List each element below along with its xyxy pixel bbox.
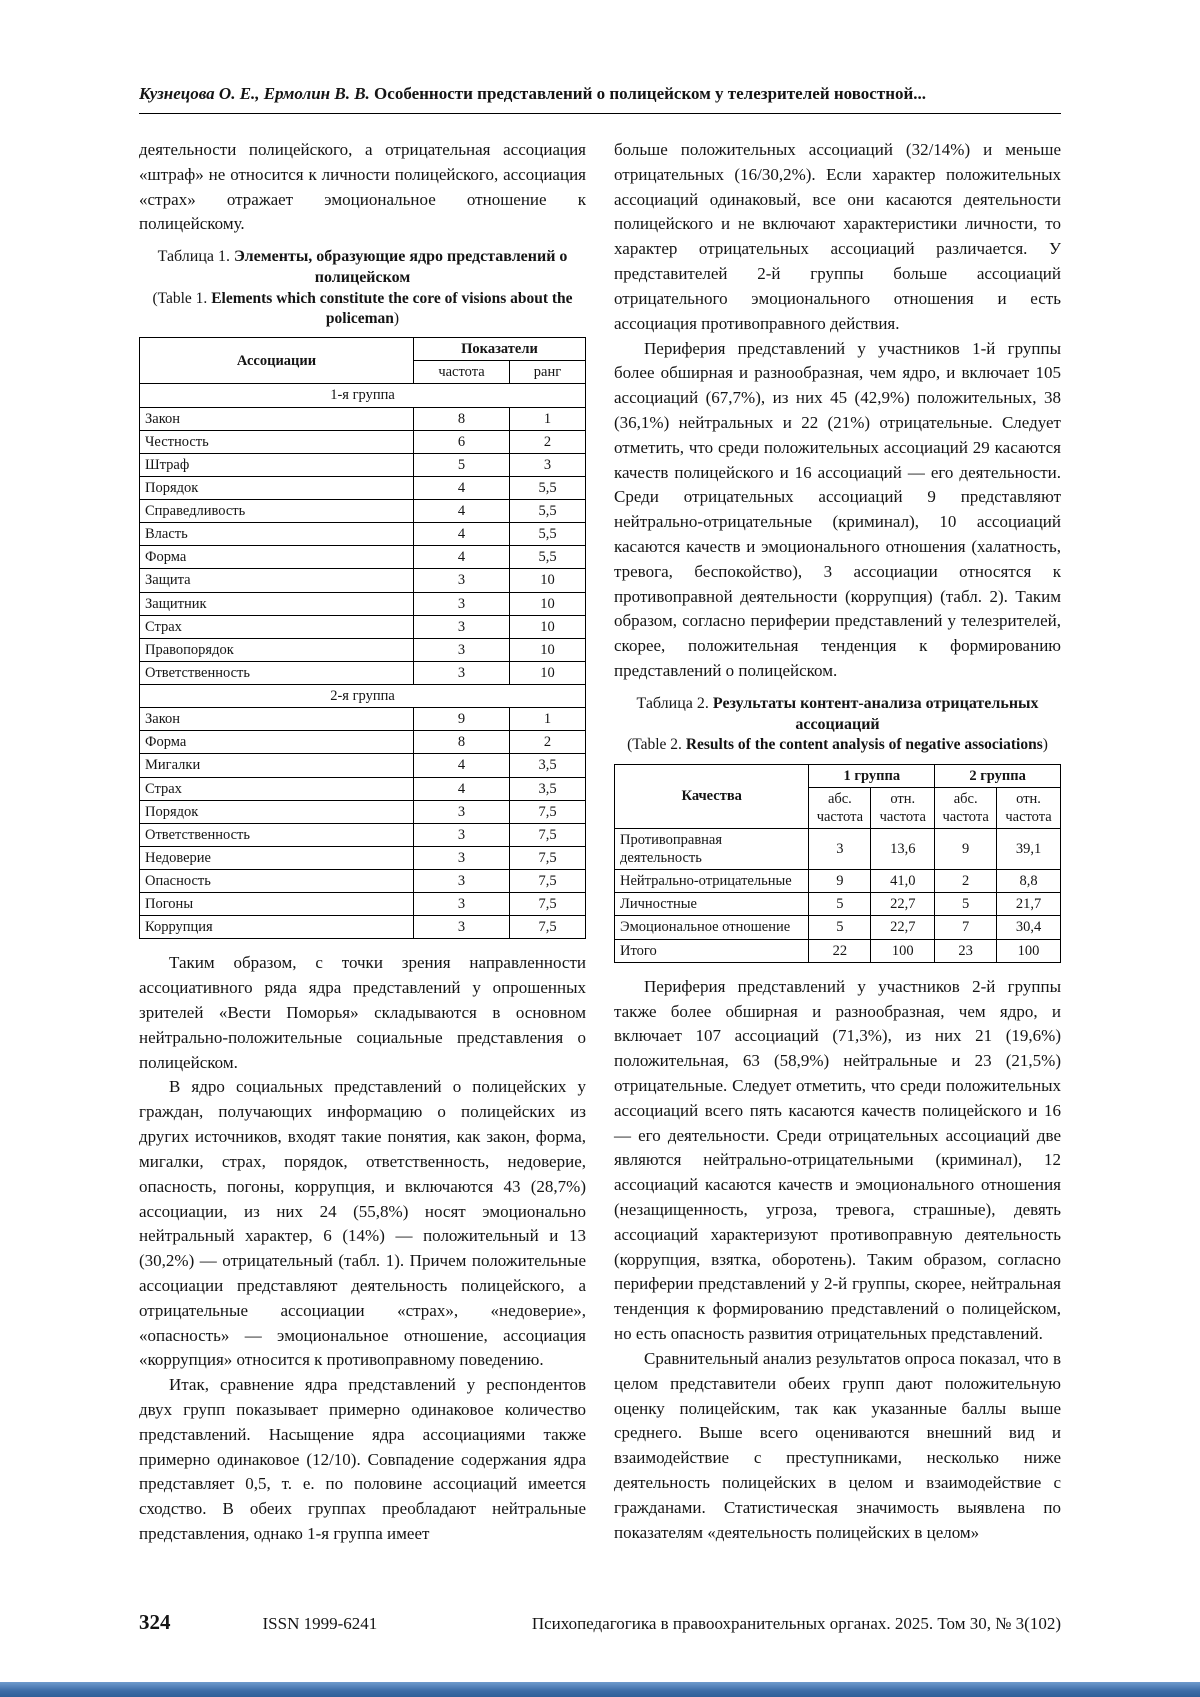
value-cell: 22,7 [871,916,935,939]
table-row [140,916,586,939]
journal-title: Психопедагогика в правоохранительных органах. 2025. Том 30, № 3(102) [531,1614,1061,1633]
table-row [140,546,586,569]
value-cell: 3 [414,615,510,638]
value-cell: 4 [414,523,510,546]
group-label-row [140,685,586,708]
col-header-rel-freq-1: отн. частота [871,787,935,828]
group-label-row [140,384,586,407]
value-cell: 7,5 [510,870,586,893]
table-row [140,893,586,916]
table-header-row [615,764,1061,787]
row-label-cell: Правопорядок [140,638,414,661]
group1-label: 1-я группа [140,384,586,407]
value-cell: 3 [414,569,510,592]
value-cell: 7,5 [510,800,586,823]
col-header-frequency: частота [414,361,510,384]
value-cell: 3 [414,823,510,846]
table-row [140,615,586,638]
value-cell: 3 [414,661,510,684]
table-row [140,476,586,499]
table-row [140,638,586,661]
table2-head [615,764,1061,828]
table2 [614,764,1061,963]
page-content [139,0,1061,1547]
table2-caption-en [620,735,1055,755]
row-label-cell: Коррупция [140,916,414,939]
row-label-cell: Форма [140,546,414,569]
page-footer [0,1610,1200,1635]
table-row [140,592,586,615]
table-row [140,453,586,476]
value-cell: 8 [414,407,510,430]
table-row [615,828,1061,869]
table1-group1-rows [140,407,586,685]
caption-title: Результаты контент-анализа отрицательных ассоциаций [712,694,1039,733]
col-header-group1: 1 группа [809,764,935,787]
value-cell: 10 [510,569,586,592]
table-row [140,754,586,777]
table-row [140,708,586,731]
row-label-cell: Закон [140,708,414,731]
value-cell: 3 [414,800,510,823]
two-column-layout [139,138,1061,1547]
caption-title-en: Elements which constitute the core of visions about the policeman [211,289,573,327]
value-cell: 5 [935,893,997,916]
value-cell: 3 [414,893,510,916]
caption-suffix-en: ) [393,309,400,327]
value-cell: 23 [935,939,997,962]
value-cell: 41,0 [871,870,935,893]
value-cell: 10 [510,661,586,684]
col-header-abs-freq-2: абс. частота [935,787,997,828]
value-cell: 7,5 [510,916,586,939]
value-cell: 8,8 [997,870,1061,893]
row-label-cell: Порядок [140,476,414,499]
table1-group2-rows [140,708,586,939]
table-row [615,870,1061,893]
caption-title: Элементы, образующие ядро представлений о полицейском [234,248,568,287]
caption-label-en: (Table 2. [627,736,682,754]
col-header-rel-freq-2: отн. частота [997,787,1061,828]
value-cell: 1 [510,407,586,430]
table-row [140,800,586,823]
value-cell: 3 [809,828,871,869]
footer-inner [139,1610,1061,1635]
caption-title-en: Results of the content analysis of negative associations [685,736,1043,754]
value-cell: 7,5 [510,823,586,846]
left-column [139,138,586,1547]
footer-accent-bar [0,1682,1200,1697]
table2-rows [615,828,1061,962]
table-header-row [140,338,586,361]
value-cell: 39,1 [997,828,1061,869]
paragraph: Итак, сравнение ядра представлений у респондентов двух групп показывает примерно одинаковое количество представлений. Насыщение ядра ассоциациями также примерно одинаковое (12/10). Совпадение содержания ядра представляет 0,5, т. е. по половине ассоциаций имеется сходство. В обеих группах преобладают нейтральные представления, однако 1-я группа имеет [139,1375,586,1544]
group2-label: 2-я группа [140,685,586,708]
value-cell: 4 [414,476,510,499]
value-cell: 5,5 [510,476,586,499]
col-header-abs-freq-1: абс. частота [809,787,871,828]
row-label-cell: Мигалки [140,754,414,777]
col-header-rank: ранг [510,361,586,384]
running-header-title: Особенности представлений о полицейском у телезрителей новостной... [369,84,927,103]
value-cell: 5,5 [510,546,586,569]
value-cell: 7 [935,916,997,939]
paragraph: деятельности полицейского, а отрицательная ассоциация «штраф» не относится к личности полицейского, ассоциация «страх» отражает эмоциональное отношение к полицейскому. [139,140,586,234]
value-cell: 3 [414,846,510,869]
table-row [140,823,586,846]
value-cell: 21,7 [997,893,1061,916]
right-column [614,138,1061,1547]
value-cell: 3 [414,916,510,939]
value-cell: 4 [414,546,510,569]
value-cell: 10 [510,615,586,638]
table1-caption-en [145,289,580,329]
row-label-cell: Закон [140,407,414,430]
row-label-cell: Погоны [140,893,414,916]
table-row [140,777,586,800]
table-row [140,407,586,430]
col-header-group2: 2 группа [935,764,1061,787]
value-cell: 4 [414,777,510,800]
paragraph: Таким образом, с точки зрения направленности ассоциативного ряда ядра представлений у опрошенных зрителей «Вести Поморья» складываются в основном нейтрально-положительные социальные представления о полицейском. [139,953,586,1072]
row-label-cell: Защитник [140,592,414,615]
paragraph: Периферия представлений у участников 1-й группы более обширная и разнообразная, чем ядро, и включает 105 ассоциаций (67,7%), из них 45 (42,9%) положительных, 38 (36,1%) нейтральных и 22 (21%) отрицательные. Следует отметить, что среди положительных ассоциаций 29 касаются качеств полицейского и 16 ассоциаций — его деятельности. Среди отрицательных ассоциаций 9 представляют нейтрально-отрицательные (криминал), 10 ассоциаций касаются качеств и эмоционального отношения (халатность, тревога, беспокойство), 3 ассоциации относятся к противоправной деятельности (коррупция) (табл. 2). Таким образом, согласно периферии представлений у телезрителей, скорее, положительная тенденция к формированию представлений о полицейском. [614,338,1061,681]
value-cell: 6 [414,430,510,453]
value-cell: 22 [809,939,871,962]
row-label-cell: Личностные [615,893,809,916]
col-header-indicators: Показатели [414,338,586,361]
paragraph: Сравнительный анализ результатов опроса показал, что в целом представители обеих групп дают положительную оценку полицейским, так как указанные баллы выше среднего. Выше всего оцениваются внешний вид и взаимодействие с преступниками, несколько ниже деятельность полицейских в целом и взаимодействие с гражданами. Статистическая значимость выявлена по показателям «деятельность полицейских в целом» [614,1348,1061,1542]
value-cell: 3,5 [510,777,586,800]
row-label-cell: Итого [615,939,809,962]
value-cell: 30,4 [997,916,1061,939]
table-row [140,661,586,684]
table2-caption [620,694,1055,756]
value-cell: 9 [809,870,871,893]
col-header-associations: Ассоциации [140,338,414,384]
value-cell: 5 [809,893,871,916]
caption-suffix-en: ) [1042,736,1048,754]
value-cell: 8 [414,731,510,754]
row-label-cell: Власть [140,523,414,546]
row-label-cell: Форма [140,731,414,754]
table1-caption-ru [145,247,580,289]
row-label-cell: Защита [140,569,414,592]
value-cell: 100 [871,939,935,962]
table1-group2-label-section [140,685,586,708]
table-row [140,430,586,453]
row-label-cell: Страх [140,615,414,638]
value-cell: 2 [935,870,997,893]
value-cell: 5,5 [510,523,586,546]
value-cell: 22,7 [871,893,935,916]
table1-head [140,338,586,384]
table-row [140,870,586,893]
running-header [139,84,1061,114]
value-cell: 9 [935,828,997,869]
caption-label: Таблица 2. [636,694,709,712]
table-row [615,939,1061,962]
table-row [140,731,586,754]
paragraph: больше положительных ассоциаций (32/14%) и меньше отрицательных (16/30,2%). Если характер положительных ассоциаций одинаковый, все они касаются деятельности полицейского и не включают характеристики личности, то характер отрицательных ассоциаций различается. У представителей 2-й группы больше ассоциаций отрицательного эмоционального отношения и есть ассоциация противоправного действия. [614,140,1061,333]
row-label-cell: Недоверие [140,846,414,869]
table1 [139,337,586,939]
value-cell: 2 [510,430,586,453]
value-cell: 10 [510,638,586,661]
col-header-qualities: Качества [615,764,809,828]
table-row [140,500,586,523]
table-row [615,893,1061,916]
row-label-cell: Справедливость [140,500,414,523]
value-cell: 7,5 [510,893,586,916]
row-label-cell: Порядок [140,800,414,823]
paragraph: В ядро социальных представлений о полицейских у граждан, получающих информацию о полицейских из других источников, входят такие понятия, как закон, форма, мигалки, страх, порядок, ответственность, недоверие, опасность, погоны, коррупция, и включаются 43 (28,7%) ассоциации, из них 24 (55,8%) носят эмоционально нейтральный характер, 6 (14%) — положительный и 13 (30,2%) — отрицательный (табл. 1). Причем положительные ассоциации представляют деятельность полицейского, а отрицательные ассоциации «страх», «недоверие», «опасность» — эмоциональное отношение, ассоциация «коррупция» относится к противоправному поведению. [139,1077,586,1370]
value-cell: 3 [414,638,510,661]
paragraph: Периферия представлений у участников 2-й группы также более обширная и разнообразная, чем ядро, и включает 107 ассоциаций (71,3%), из них 21 (19,6%) положительная, 63 (58,9%) нейтральные и 23 (21,5%) отрицательные. Следует отметить, что среди положительных ассоциаций всего пять касаются качеств полицейского и 16 — его деятельности. Среди отрицательных ассоциаций две являются нейтрально-отрицательными (криминал), 12 ассоциаций касаются качеств и эмоционального отношения (незащищенность, угроза, тревога, страшные), девять ассоциаций характеризуют противоправную деятельность (коррупция, взятка, оборотень). Таким образом, согласно периферии представлений у 2-й группы, скорее, нейтральная тенденция к формированию представлений о полицейском, но есть опасность развития отрицательных представлений. [614,976,1061,1344]
value-cell: 5 [414,453,510,476]
row-label-cell: Штраф [140,453,414,476]
issn-label: ISSN 1999-6241 [262,1614,378,1633]
table2-caption-ru [620,694,1055,736]
value-cell: 3 [414,870,510,893]
value-cell: 4 [414,754,510,777]
table-row [140,846,586,869]
value-cell: 1 [510,708,586,731]
value-cell: 9 [414,708,510,731]
table-row [140,569,586,592]
value-cell: 5 [809,916,871,939]
table-row [140,523,586,546]
value-cell: 5,5 [510,500,586,523]
value-cell: 2 [510,731,586,754]
value-cell: 10 [510,592,586,615]
row-label-cell: Ответственность [140,661,414,684]
row-label-cell: Нейтрально-отрицательные [615,870,809,893]
caption-label: Таблица 1. [157,248,231,266]
value-cell: 7,5 [510,846,586,869]
table-row [615,916,1061,939]
caption-label-en: (Table 1. [152,289,208,307]
value-cell: 3 [414,592,510,615]
value-cell: 3,5 [510,754,586,777]
table1-group1-label-section [140,384,586,407]
value-cell: 4 [414,500,510,523]
value-cell: 3 [510,453,586,476]
row-label-cell: Опасность [140,870,414,893]
row-label-cell: Противоправная деятельность [615,828,809,869]
row-label-cell: Эмоциональное отношение [615,916,809,939]
row-label-cell: Ответственность [140,823,414,846]
row-label-cell: Честность [140,430,414,453]
page-number: 324 [139,1610,171,1634]
row-label-cell: Страх [140,777,414,800]
running-header-authors: Кузнецова О. Е., Ермолин В. В. [139,84,370,103]
value-cell: 100 [997,939,1061,962]
table1-caption [145,247,580,329]
value-cell: 13,6 [871,828,935,869]
